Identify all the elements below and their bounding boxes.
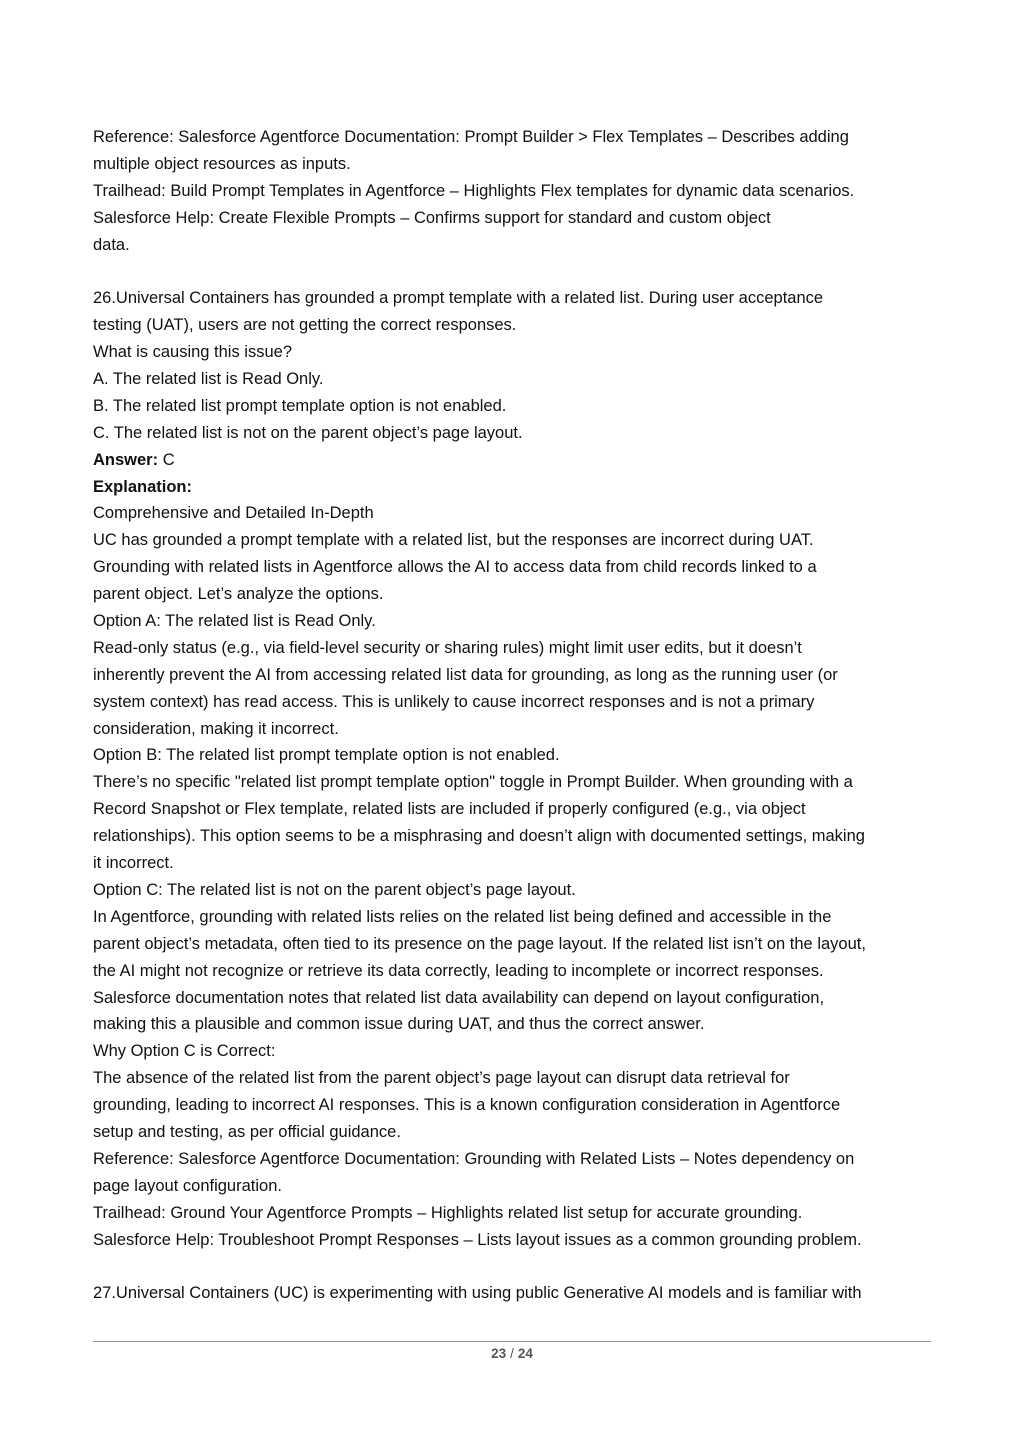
explanation-line: Read-only status (e.g., via field-level security or sharing rules) might limit user edits, but it doesn’t (93, 638, 802, 657)
explanation-line: making this a plausible and common issue during UAT, and thus the correct answer. (93, 1015, 705, 1034)
reference-line: multiple object resources as inputs. (93, 154, 351, 173)
explanation-label: Explanation: (93, 477, 193, 496)
reference-line: Trailhead: Build Prompt Templates in Agentforce – Highlights Flex templates for dynamic data scenarios. (93, 181, 855, 200)
paragraph-gap (93, 1253, 938, 1280)
explanation-line: parent object. Let’s analyze the options. (93, 585, 384, 604)
explanation-line: parent object’s metadata, often tied to its presence on the page layout. If the related list isn’t on the layout, (93, 934, 866, 953)
explanation-line: Salesforce documentation notes that related list data availability can depend on layout configuration, (93, 988, 825, 1007)
explanation-line: Comprehensive and Detailed In-Depth (93, 504, 374, 523)
explanation-line: it incorrect. (93, 854, 174, 873)
explanation-line: Option C: The related list is not on the parent object’s page layout. (93, 880, 576, 899)
explanation-line: Record Snapshot or Flex template, related lists are included if properly configured (e.g., via object (93, 800, 806, 819)
page-number (0, 1346, 1024, 1361)
explanation-line: setup and testing, as per official guidance. (93, 1122, 401, 1141)
explanation-line: system context) has read access. This is unlikely to cause incorrect responses and is not a primary (93, 692, 815, 711)
explanation-line: inherently prevent the AI from accessing related list data for grounding, as long as the running user (or (93, 665, 838, 684)
question-prompt: What is causing this issue? (93, 343, 293, 362)
current-page: 23 (491, 1346, 507, 1361)
explanation-line: Grounding with related lists in Agentforce allows the AI to access data from child records linked to a (93, 558, 817, 577)
explanation-line: the AI might not recognize or retrieve its data correctly, leading to incomplete or incorrect responses. (93, 961, 824, 980)
explanation-line: Option B: The related list prompt template option is not enabled. (93, 746, 560, 765)
document-body (93, 124, 938, 1307)
option-c: C. The related list is not on the parent object’s page layout. (93, 423, 523, 442)
total-pages: 24 (517, 1346, 533, 1361)
explanation-line: grounding, leading to incorrect AI responses. This is a known configuration consideration in Agentforce (93, 1096, 841, 1115)
question-text: 26.Universal Containers has grounded a prompt template with a related list. During user acceptance (93, 289, 824, 308)
question-text: testing (UAT), users are not getting the correct responses. (93, 316, 517, 335)
page-separator: / (510, 1346, 514, 1361)
explanation-line: UC has grounded a prompt template with a related list, but the responses are incorrect during UAT. (93, 531, 814, 550)
explanation-line: page layout configuration. (93, 1176, 282, 1195)
option-b: B. The related list prompt template option is not enabled. (93, 396, 507, 415)
explanation-lines (93, 500, 938, 1253)
explanation-line: Trailhead: Ground Your Agentforce Prompts – Highlights related list setup for accurate grounding. (93, 1203, 803, 1222)
explanation-line: In Agentforce, grounding with related lists relies on the related list being defined and accessible in the (93, 907, 832, 926)
answer-line (93, 447, 938, 474)
footer-divider (93, 1341, 931, 1342)
explanation-line: There’s no specific "related list prompt template option" toggle in Prompt Builder. When grounding with a (93, 773, 853, 792)
explanation-line: Option A: The related list is Read Only. (93, 612, 376, 631)
reference-line: Salesforce Help: Create Flexible Prompts – Confirms support for standard and custom object (93, 208, 771, 227)
reference-line: data. (93, 235, 130, 254)
explanation-line: Why Option C is Correct: (93, 1042, 276, 1061)
answer-value: C (158, 450, 175, 469)
explanation-line: relationships). This option seems to be a misphrasing and doesn’t align with documented settings, making (93, 827, 865, 846)
explanation-line: Reference: Salesforce Agentforce Documentation: Grounding with Related Lists – Notes dependency on (93, 1149, 855, 1168)
explanation-line: consideration, making it incorrect. (93, 719, 339, 738)
question-text: 27.Universal Containers (UC) is experimenting with using public Generative AI models and is familiar with (93, 1284, 862, 1303)
explanation-line: Salesforce Help: Troubleshoot Prompt Responses – Lists layout issues as a common grounding problem. (93, 1230, 862, 1249)
explanation-heading (93, 474, 938, 501)
option-a: A. The related list is Read Only. (93, 370, 324, 389)
reference-line: Reference: Salesforce Agentforce Documentation: Prompt Builder > Flex Templates – Describes adding (93, 128, 849, 146)
paragraph-gap (93, 258, 938, 285)
explanation-line: The absence of the related list from the parent object’s page layout can disrupt data retrieval for (93, 1069, 790, 1088)
answer-label: Answer: (93, 450, 159, 469)
